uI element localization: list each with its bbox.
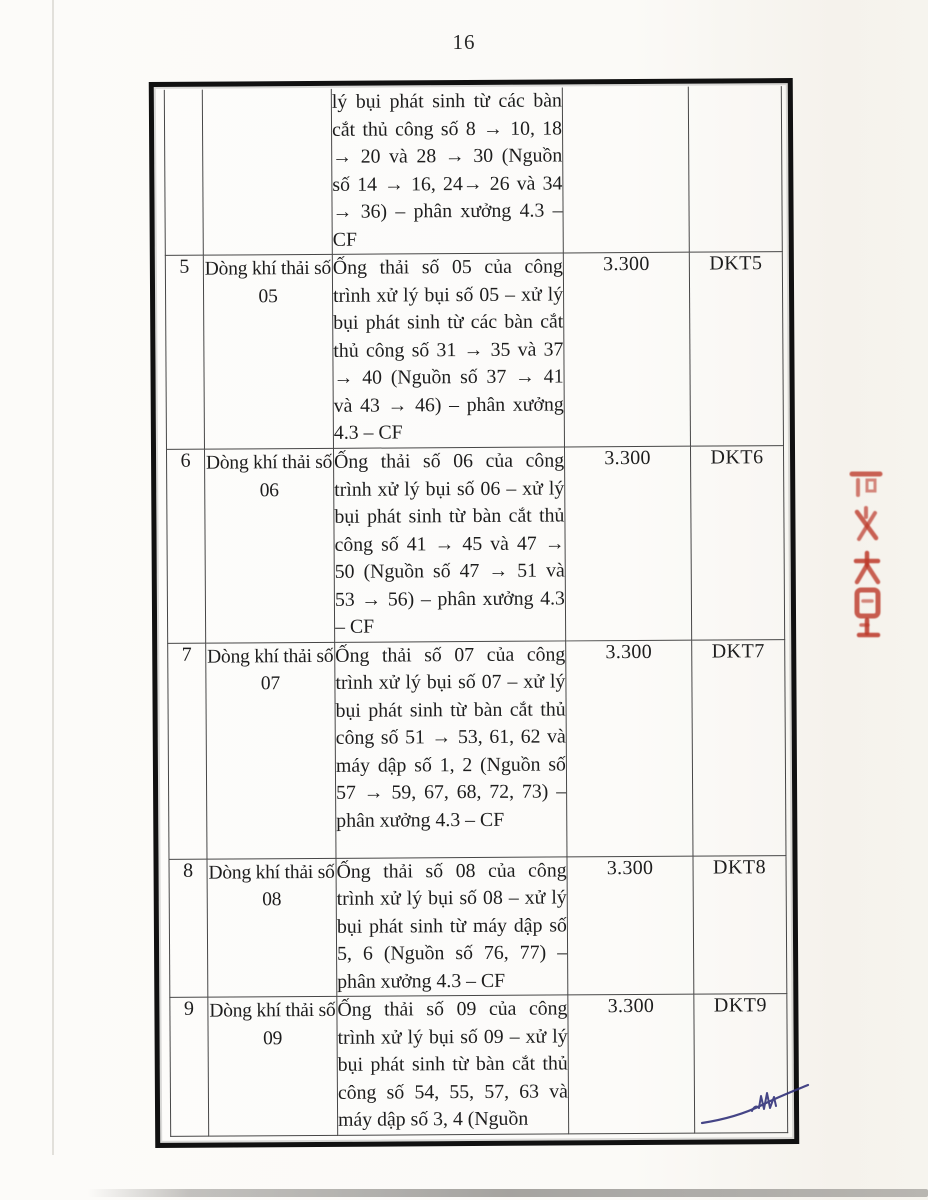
cell-code: DKT8 bbox=[693, 855, 787, 994]
signature-scribble bbox=[700, 1078, 812, 1128]
cell-row-number: 7 bbox=[168, 643, 207, 859]
cell-flow-value: 3.300 bbox=[564, 446, 691, 640]
cell-flow-value bbox=[562, 87, 689, 253]
scan-page-edge bbox=[52, 0, 54, 1155]
cell-row-number: 6 bbox=[166, 449, 205, 643]
cell-flow-value: 3.300 bbox=[567, 856, 694, 995]
red-seal-stamp-icon bbox=[849, 466, 885, 641]
cell-row-number bbox=[164, 90, 203, 256]
cell-stream-name: Dòng khí thải số 09 bbox=[208, 996, 338, 1135]
cell-stream-name: Dòng khí thải số 05 bbox=[203, 254, 333, 449]
cell-stream-name: Dòng khí thải số 08 bbox=[207, 858, 337, 997]
cell-stream-name: Dòng khí thải số 06 bbox=[204, 448, 334, 642]
table-row bbox=[164, 86, 782, 255]
cell-description: lý bụi phát sinh từ các bàn cắt thủ công số 8 → 10, 18 → 20 và 28 → 30 (Nguồn số 14 → 16, 24→ 26 và 34 → 36) – phân xưởng 4.3 – CF bbox=[331, 87, 563, 254]
cell-code: DKT5 bbox=[689, 252, 783, 447]
cell-code bbox=[688, 86, 782, 252]
cell-row-number: 5 bbox=[165, 255, 204, 449]
cell-flow-value: 3.300 bbox=[563, 252, 690, 447]
cell-flow-value: 3.300 bbox=[566, 640, 693, 857]
scan-shadow-band bbox=[88, 1189, 928, 1197]
page-number: 16 bbox=[452, 30, 476, 54]
document-border-frame bbox=[149, 78, 799, 1148]
cell-description: Ống thải số 07 của công trình xử lý bụi số 07 – xử lý bụi phát sinh từ bàn cắt thủ công số 51 → 53, 61, 62 và máy dập số 1, 2 (Nguồn số 57 → 59, 67, 68, 72, 73) – phân xưởng 4.3 – CF bbox=[335, 640, 567, 857]
table-row bbox=[168, 639, 786, 859]
table-row bbox=[165, 252, 783, 450]
cell-row-number: 8 bbox=[169, 859, 208, 998]
table-row bbox=[169, 855, 787, 997]
table-row bbox=[166, 446, 784, 643]
cell-description: Ống thải số 05 của công trình xử lý bụi số 05 – xử lý bụi phát sinh từ các bàn cắt thủ công số 31 → 35 và 37 → 40 (Nguồn số 37 → 41 và 43 → 46) – phân xưởng 4.3 – CF bbox=[332, 253, 564, 448]
cell-description: Ống thải số 09 của công trình xử lý bụi số 09 – xử lý bụi phát sinh từ bàn cắt thủ công số 54, 55, 57, 63 và máy dập số 3, 4 (Nguồn bbox=[337, 995, 569, 1135]
cell-stream-name bbox=[202, 89, 332, 255]
cell-row-number: 9 bbox=[170, 997, 209, 1136]
emission-sources-table bbox=[164, 86, 788, 1136]
cell-flow-value: 3.300 bbox=[568, 994, 695, 1133]
cell-description: Ống thải số 08 của công trình xử lý bụi số 08 – xử lý bụi phát sinh từ máy dập số 5, 6 (Nguồn số 76, 77) – phân xưởng 4.3 – CF bbox=[336, 856, 568, 996]
cell-code: DKT9 bbox=[694, 994, 788, 1133]
cell-code: DKT7 bbox=[692, 639, 786, 856]
cell-description: Ống thải số 06 của công trình xử lý bụi số 06 – xử lý bụi phát sinh từ bàn cắt thủ công số 41 → 45 và 47 → 50 (Nguồn số 47 → 51 và 53 → 56) – phân xưởng 4.3 – CF bbox=[333, 447, 565, 642]
cell-code: DKT6 bbox=[690, 446, 784, 640]
cell-stream-name: Dòng khí thải số 07 bbox=[206, 642, 336, 859]
table-row bbox=[170, 994, 788, 1136]
